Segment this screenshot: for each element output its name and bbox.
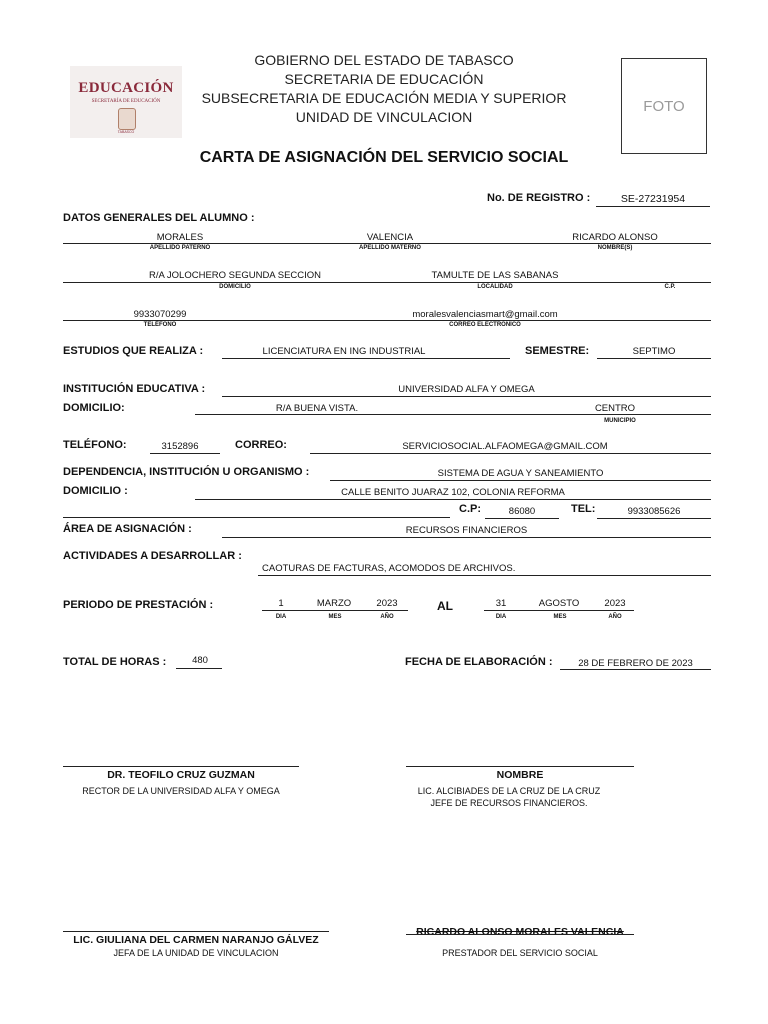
actividades-label: ACTIVIDADES A DESARROLLAR :: [63, 550, 242, 562]
inst-domicilio-label: DOMICILIO:: [63, 402, 125, 414]
nombre: RICARDO ALONSO: [572, 232, 658, 243]
prestador-name: RICARDO ALONSO MORALES VALENCIA: [416, 926, 624, 938]
vinculacion-name: LIC. GIULIANA DEL CARMEN NARANJO GÁLVEZ: [73, 934, 319, 946]
logo-seal-text: TABASCO: [117, 130, 135, 134]
dependencia-label: DEPENDENCIA, INSTITUCIÓN U ORGANISMO :: [63, 466, 310, 478]
inst-municipio-label: MUNICIPIO: [604, 418, 636, 424]
dep-tel-line: [597, 518, 711, 519]
inst-correo-value: SERVICIOSOCIAL.ALFAOMEGA@GMAIL.COM: [402, 441, 608, 452]
inst-correo-label: CORREO:: [235, 439, 287, 451]
contacto-line: [63, 320, 711, 321]
alumno-domicilio: R/A JOLOCHERO SEGUNDA SECCION: [148, 270, 322, 281]
alumno-correo: moralesvalenciasmart@gmail.com: [412, 309, 558, 320]
rector-name: DR. TEOFILO CRUZ GUZMAN: [107, 769, 255, 781]
alumno-domicilio-label: DOMICILIO: [219, 284, 251, 290]
estudios-value: LICENCIATURA EN ING INDUSTRIAL: [262, 346, 426, 357]
fin-anio-label: AÑO: [608, 614, 622, 620]
fecha-value: 28 DE FEBRERO DE 2023: [578, 658, 693, 669]
nombre-line: [63, 243, 711, 244]
institucion-label: INSTITUCIÓN EDUCATIVA :: [63, 383, 206, 395]
actividades-value: CAOTURAS DE FACTURAS, ACOMODOS DE ARCHIVOS.: [262, 563, 516, 574]
fecha-line: [560, 669, 711, 670]
jefe-line-1: LIC. ALCIBIADES DE LA CRUZ DE LA CRUZ: [417, 786, 601, 796]
dep-cp-value: 86080: [508, 506, 536, 517]
horas-line: [176, 668, 222, 669]
semestre-value: SEPTIMO: [632, 346, 676, 357]
horas-label: TOTAL DE HORAS :: [63, 656, 167, 668]
inst-municipio-value: CENTRO: [594, 403, 636, 414]
fecha-label: FECHA DE ELABORACIÓN :: [405, 656, 553, 668]
inicio-mes-label: MES: [328, 614, 342, 620]
inst-telefono-label: TELÉFONO:: [63, 439, 127, 451]
horas-value: 480: [192, 655, 208, 666]
header-line-4: UNIDAD DE VINCULACION: [295, 109, 473, 125]
dep-cp-line: [485, 518, 559, 519]
alumno-localidad: TAMULTE DE LAS SABANAS: [431, 270, 559, 281]
rector-title: RECTOR DE LA UNIVERSIDAD ALFA Y OMEGA: [82, 786, 280, 796]
header-line-2: SECRETARIA DE EDUCACIÓN: [284, 71, 484, 87]
dep-domicilio-value: CALLE BENITO JUARAZ 102, COLONIA REFORMA: [341, 487, 565, 498]
periodo-label: PERIODO DE PRESTACIÓN :: [63, 599, 214, 611]
dependencia-value: SISTEMA DE AGUA Y SANEAMIENTO: [437, 468, 604, 479]
apellido-materno-label: APELLIDO MATERNO: [359, 245, 421, 251]
photo-label: FOTO: [643, 97, 685, 115]
dep-domicilio-line: [195, 499, 711, 500]
dep-tel-value: 9933085626: [627, 506, 681, 517]
inst-telefono-line: [150, 453, 220, 454]
registro-line: [596, 206, 710, 207]
apellido-materno: VALENCIA: [366, 232, 414, 243]
estudios-line: [222, 358, 510, 359]
institucion-value: UNIVERSIDAD ALFA Y OMEGA: [398, 384, 535, 395]
inst-domicilio-line: [195, 414, 711, 415]
alumno-correo-label: CORREO ELECTRÓNICO: [449, 322, 521, 328]
periodo-al: AL: [437, 599, 453, 613]
jefe-name: NOMBRE: [496, 769, 544, 781]
vinculacion-signature-line: [63, 931, 329, 932]
area-value: RECURSOS FINANCIEROS: [405, 525, 528, 536]
area-label: ÁREA DE ASIGNACIÓN :: [63, 523, 192, 535]
semestre-line: [597, 358, 711, 359]
institucion-line: [222, 396, 711, 397]
header-line-1: GOBIERNO DEL ESTADO DE TABASCO: [254, 52, 514, 68]
dependencia-line: [330, 480, 711, 481]
inicio-anio: 2023: [376, 598, 398, 609]
registro-label: No. DE REGISTRO :: [487, 192, 591, 204]
inst-domicilio-value: R/A BUENA VISTA.: [275, 403, 359, 414]
inst-telefono-value: 3152896: [161, 441, 199, 452]
actividades-line: [258, 575, 711, 576]
fin-mes-label: MES: [553, 614, 567, 620]
registro-value: SE-27231954: [620, 193, 686, 205]
jefe-signature-line: [406, 766, 634, 767]
nombre-label: NOMBRE(S): [597, 245, 633, 251]
dep-domicilio-label: DOMICILIO :: [63, 485, 128, 497]
fin-dia: 31: [495, 598, 507, 609]
estudios-label: ESTUDIOS QUE REALIZA :: [63, 345, 204, 357]
inicio-dia-label: DIA: [275, 614, 287, 620]
inicio-anio-label: AÑO: [380, 614, 394, 620]
area-line: [222, 537, 711, 538]
header-line-3: SUBSECRETARIA DE EDUCACIÓN MEDIA Y SUPERIOR: [201, 90, 567, 106]
prestador-signature-line: [406, 934, 634, 935]
logo-text: EDUCACIÓN: [78, 80, 174, 96]
alumno-telefono: 9933070299: [133, 309, 187, 320]
inicio-dia: 1: [278, 598, 284, 609]
jefe-line-2: JEFE DE RECURSOS FINANCIEROS.: [430, 798, 588, 808]
alumno-cp-label: C.P.: [664, 284, 676, 290]
apellido-paterno-label: APELLIDO PATERNO: [149, 245, 211, 251]
domicilio-line: [63, 282, 711, 283]
fin-mes: AGOSTO: [538, 598, 580, 609]
prestador-title: PRESTADOR DEL SERVICIO SOCIAL: [442, 948, 598, 958]
alumno-localidad-label: LOCALIDAD: [477, 284, 513, 290]
vinculacion-title: JEFA DE LA UNIDAD DE VINCULACION: [113, 948, 279, 958]
fin-line: [484, 610, 634, 611]
dep-extra-line: [63, 517, 450, 518]
logo-subtitle: SECRETARÍA DE EDUCACIÓN: [91, 99, 161, 104]
dep-tel-label: TEL:: [571, 503, 596, 515]
inicio-line: [262, 610, 408, 611]
inst-correo-line: [310, 453, 711, 454]
document-title: CARTA DE ASIGNACIÓN DEL SERVICIO SOCIAL: [199, 149, 569, 166]
semestre-label: SEMESTRE:: [525, 345, 590, 357]
inicio-mes: MARZO: [316, 598, 352, 609]
rector-signature-line: [63, 766, 299, 767]
alumno-telefono-label: TELÉFONO: [143, 322, 177, 328]
dep-cp-label: C.P:: [459, 503, 481, 515]
datos-alumno-label: DATOS GENERALES DEL ALUMNO :: [63, 212, 255, 224]
fin-dia-label: DIA: [495, 614, 507, 620]
apellido-paterno: MORALES: [156, 232, 204, 243]
fin-anio: 2023: [604, 598, 626, 609]
